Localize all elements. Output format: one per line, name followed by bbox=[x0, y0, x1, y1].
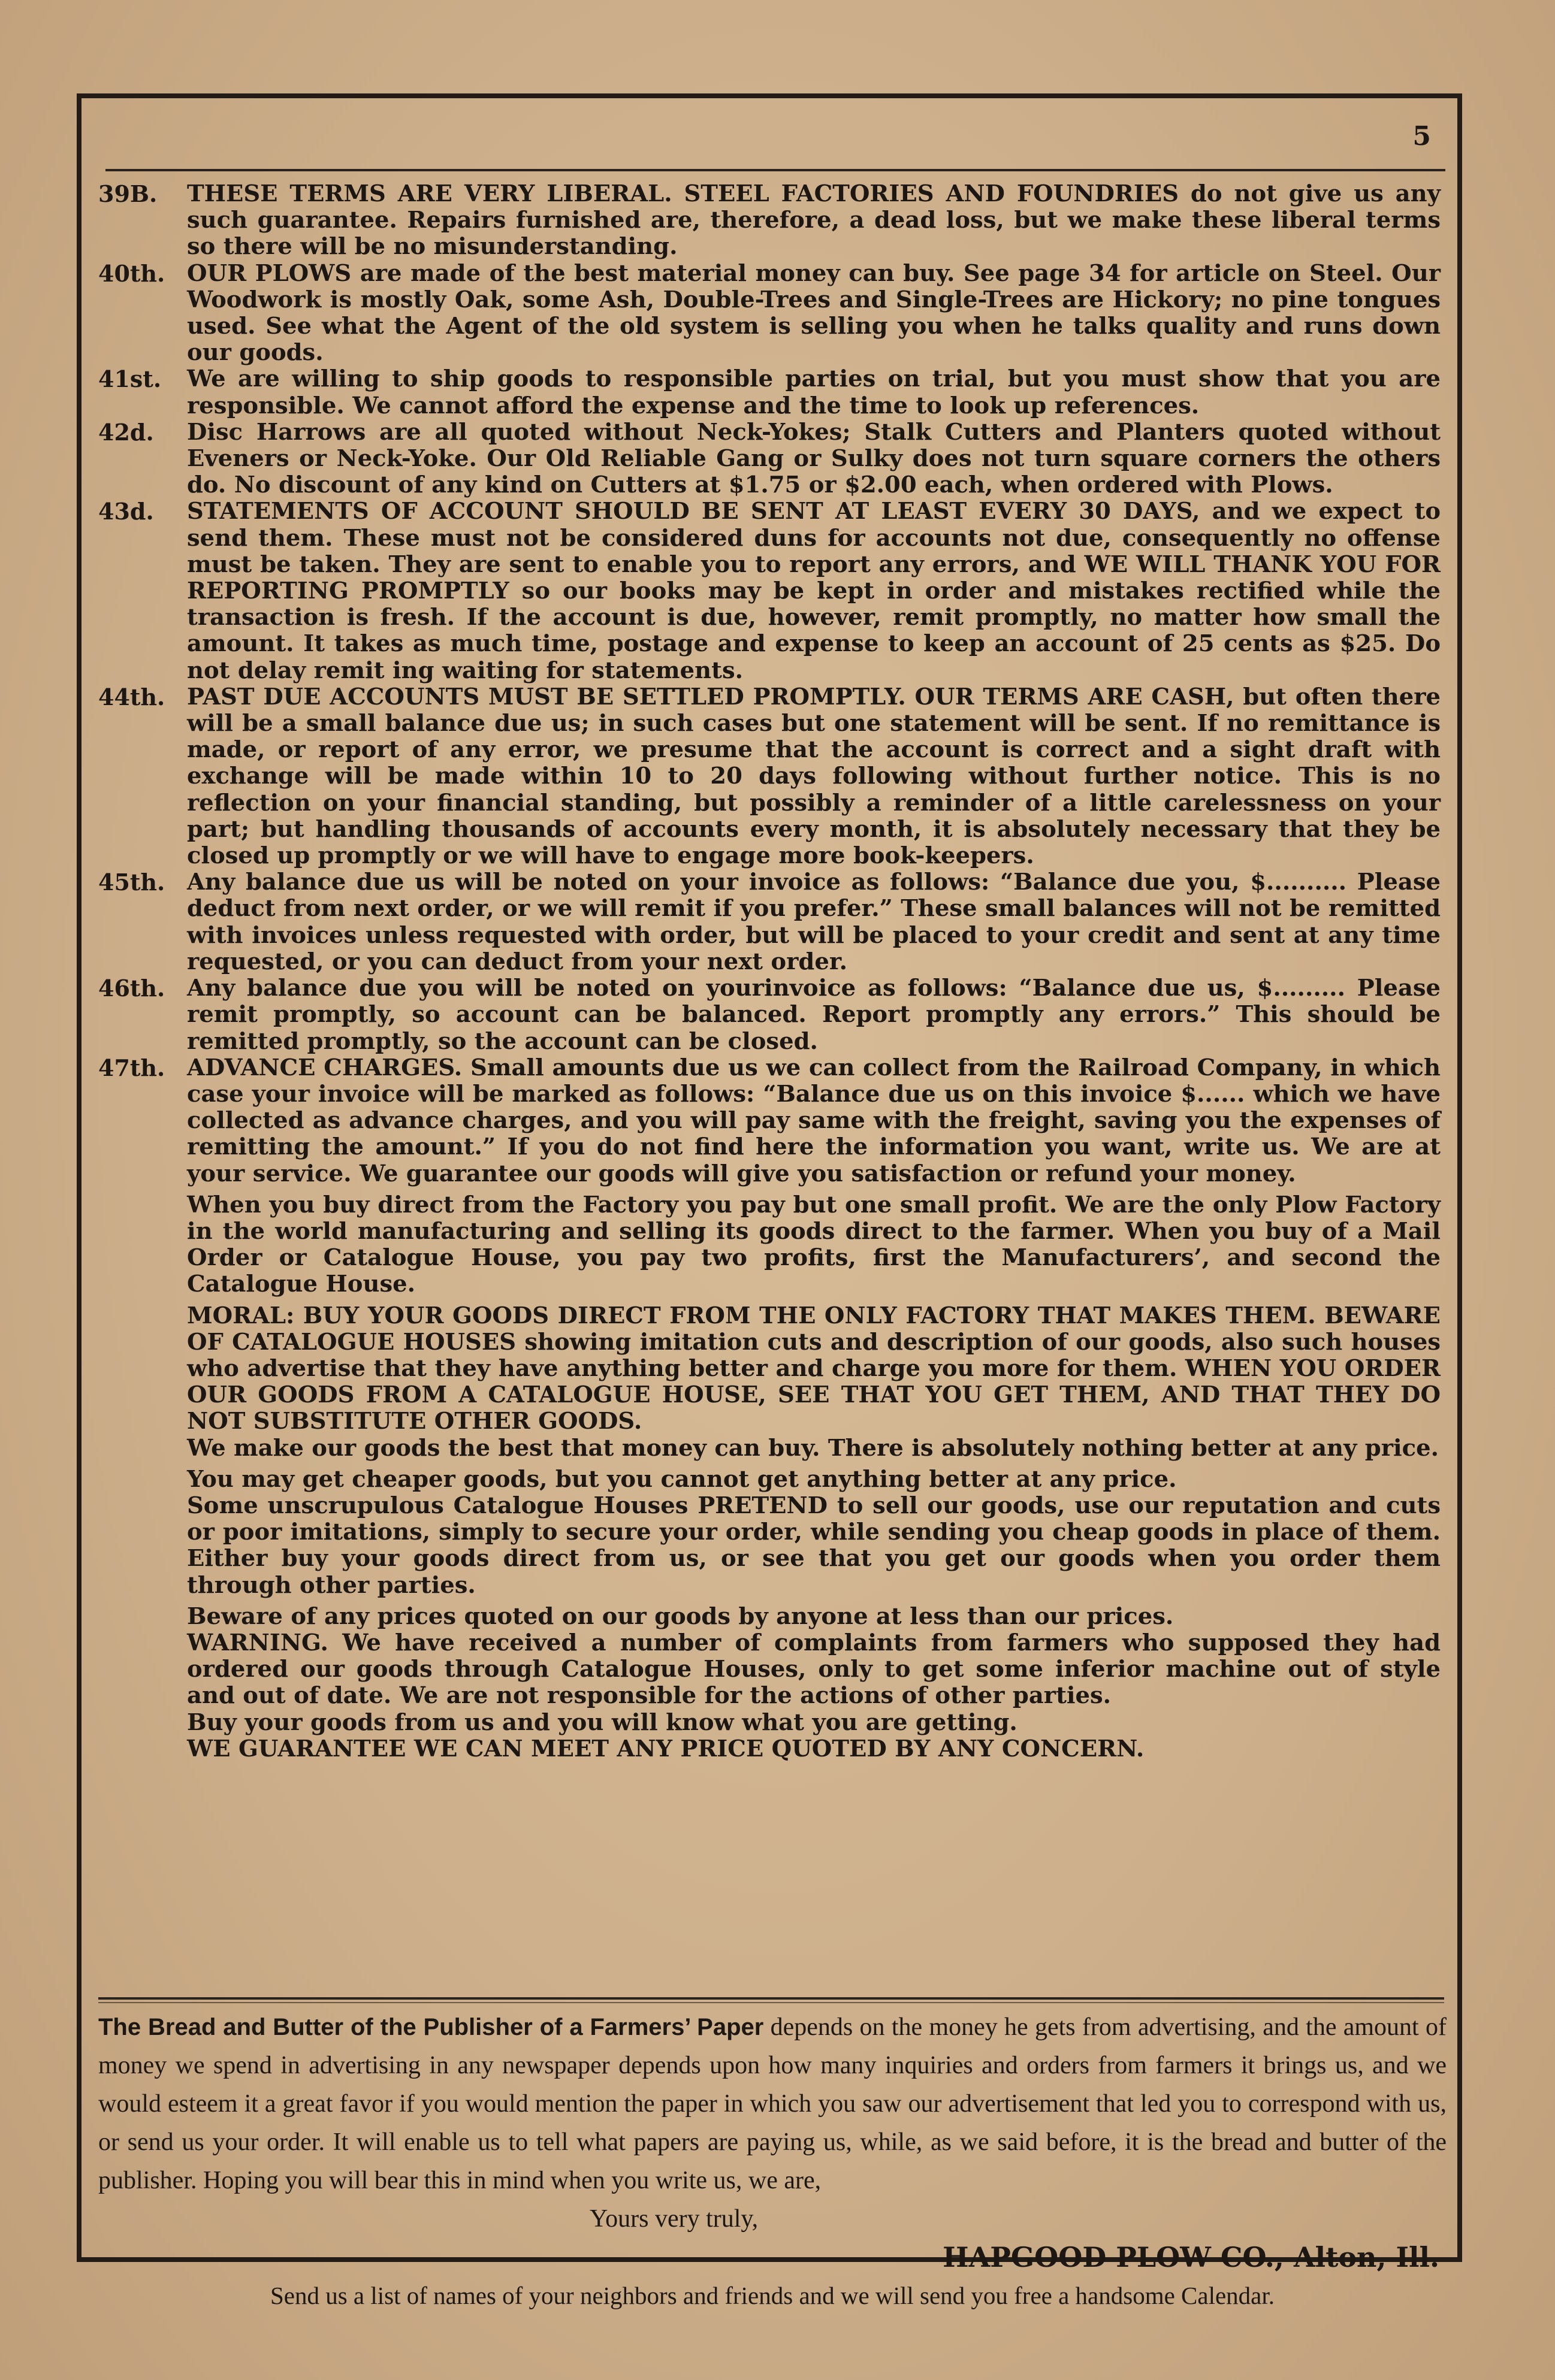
notice-body: depends on the money he gets from advertising, and the amount of money we spend in advertising in any newspaper depends upon how many inquiries and orders from farmers it brings us, and we would esteem it a great favor if you would mention the paper in which you saw our advertisement that led you to correspond with us, or send us your order. It will enable us to tell what papers are paying us, while, as we said before, it is the bread and butter of the publisher. Hoping you will bear this in mind when you write us, we are, bbox=[98, 2013, 1447, 2194]
term-number: 46th. bbox=[98, 975, 165, 1002]
term-item bbox=[98, 975, 1441, 1055]
term-item bbox=[98, 181, 1441, 261]
term-text: OUR PLOWS are made of the best material money can buy. See page 34 for article on Steel. Our Woodwork is mostly Oak, some Ash, Double-Trees and Single-Trees are Hickory; no pine tongues used. See what the Agent of the old system is selling you when he talks quality and runs down our goods. bbox=[187, 259, 1441, 367]
term-text: Any balance due us will be noted on your invoice as follows: “Balance due you, $.......... Please deduct from next order, or we will remit if you prefer.” These small balances will not be remitted with invoices unless requested with order, but will be placed to your credit and sent at any time requested, or you can deduct from your next order. bbox=[187, 869, 1441, 975]
term-number: 39B. bbox=[98, 180, 158, 207]
notice-paragraph bbox=[98, 2008, 1447, 2200]
paragraph-unscrupulous: Some unscrupulous Catalogue Houses PRETEND to sell our goods, use our reputation and cuts or poor imitations, simply to secure your order, while sending you cheap goods in place of them. Either buy your goods direct from us, or see that you get our goods when you order them through other parties. bbox=[187, 1492, 1441, 1599]
term-item bbox=[98, 684, 1441, 869]
page-number: 5 bbox=[1412, 121, 1431, 152]
term-item bbox=[98, 869, 1441, 975]
notice-lead: The Bread and Butter of the Publisher of a Farmers’ Paper bbox=[98, 2014, 764, 2040]
term-text: Any balance due you will be noted on yourinvoice as follows: “Balance due us, $......... Please remit promptly, so account can be balanced. Report promptly any errors.” This should be remitted promptly, so the account can be closed. bbox=[187, 975, 1441, 1055]
term-number: 43d. bbox=[98, 498, 154, 525]
term-text: We are willing to ship goods to responsible parties on trial, but you must show that you are responsible. We cannot afford the expense and the time to look up references. bbox=[187, 365, 1441, 419]
paragraph-warning: WARNING. We have received a number of complaints from farmers who supposed they had ordered our goods through Catalogue Houses, only to get some inferior machine out of style and out of date. We are not responsible for the actions of other parties. bbox=[187, 1629, 1441, 1710]
paragraph-buy-from-us: Buy your goods from us and you will know what you are getting. bbox=[187, 1708, 1017, 1736]
term-number: 44th. bbox=[98, 683, 165, 710]
term-number: 45th. bbox=[98, 869, 165, 896]
calendar-offer: Send us a list of names of your neighbors and friends and we will send you free a handsome Calendar. bbox=[270, 2282, 1275, 2309]
term-number: 41st. bbox=[98, 365, 162, 393]
term-text: Disc Harrows are all quoted without Neck-Yokes; Stalk Cutters and Planters quoted without Eveners or Neck-Yoke. Our Old Reliable Gang or Sulky does not turn square corners the others do. No discount of any kind on Cutters at $1.75 or $2.00 each, when ordered with Plows. bbox=[187, 418, 1441, 499]
paragraph-factory-direct: When you buy direct from the Factory you pay but one small profit. We are the only Plow Factory in the world manufacturing and selling its goods direct to the farmer. When you buy of a Mail Order or Catalogue House, you pay two profits, first the Manufacturers’, and second the Catalogue House. bbox=[187, 1191, 1441, 1298]
term-text: ADVANCE CHARGES. Small amounts due us we can collect from the Railroad Company, in which case your invoice will be marked as follows: “Balance due us on this invoice $...... which we have collected as advance charges, and you will pay same with the freight, saving you the expenses of remitting the amount.” If you do not find here the information you want, write us. We are at your service. We guarantee our goods will give you satisfaction or refund your money. bbox=[187, 1054, 1441, 1187]
section-divider-secondary bbox=[98, 2002, 1444, 2003]
term-item bbox=[98, 1055, 1441, 1187]
paragraph-beware-prices: Beware of any prices quoted on our goods by anyone at less than our prices. bbox=[187, 1602, 1174, 1630]
term-text: THESE TERMS ARE VERY LIBERAL. STEEL FACTORIES AND FOUNDRIES do not give us any such guarantee. Repairs furnished are, therefore, a dead loss, but we make these liberal terms so there will be no misunderstanding. bbox=[187, 180, 1441, 261]
term-item bbox=[98, 419, 1441, 499]
paragraph-best-goods: We make our goods the best that money can buy. There is absolutely nothing better at any price. bbox=[187, 1434, 1439, 1462]
term-number: 47th. bbox=[98, 1054, 165, 1081]
closing-line: Yours very truly, bbox=[590, 2205, 759, 2233]
term-number: 42d. bbox=[98, 418, 154, 446]
page-border bbox=[77, 93, 1462, 2309]
paragraph-moral: MORAL: BUY YOUR GOODS DIRECT FROM THE ONLY FACTORY THAT MAKES THEM. BEWARE OF CATALOGUE HOUSES showing imitation cuts and description of our goods, also such houses who advertise that they have anything better and charge you more for them. WHEN YOU ORDER OUR GOODS FROM A CATALOGUE HOUSE, SEE THAT YOU GET THEM, AND THAT THEY DO NOT SUBSTITUTE OTHER GOODS. bbox=[187, 1302, 1441, 1435]
term-item bbox=[98, 366, 1441, 419]
paragraph-cheaper-goods: You may get cheaper goods, but you cannot get anything better at any price. bbox=[187, 1465, 1177, 1493]
publisher-notice bbox=[98, 2008, 1447, 2315]
terms-section bbox=[98, 181, 1441, 1762]
company-signature: HAPGOOD PLOW CO., Alton, Ill. bbox=[943, 2241, 1439, 2273]
term-item bbox=[98, 261, 1441, 367]
term-item bbox=[98, 498, 1441, 684]
top-rule bbox=[105, 169, 1445, 171]
term-number: 40th. bbox=[98, 259, 165, 287]
term-text: STATEMENTS OF ACCOUNT SHOULD BE SENT AT LEAST EVERY 30 DAYS, and we expect to send them. These must not be considered duns for accounts not due, consequently no offense must be taken. They are sent to enable you to report any errors, and WE WILL THANK YOU FOR REPORTING PROMPTLY so our books may be kept in order and mistakes rectified while the transaction is fresh. If the account is due, however, remit promptly, no matter how small the amount. It takes as much time, postage and expense to keep an account of 25 cents as $25. Do not delay remit ing waiting for statements. bbox=[187, 498, 1441, 684]
term-text: PAST DUE ACCOUNTS MUST BE SETTLED PROMPTLY. OUR TERMS ARE CASH, but often there will be a small balance due us; in such cases but one statement will be sent. If no remittance is made, or report of any error, we presume that the account is correct and a sight draft with exchange will be made within 10 to 20 days following without further notice. This is no reflection on your financial standing, but possibly a reminder of a little carelessness on your part; but handling thousands of accounts every month, it is absolutely necessary that they be closed up promptly or we will have to engage more book-keepers. bbox=[187, 683, 1441, 870]
section-divider bbox=[98, 1997, 1444, 2000]
paragraph-guarantee: WE GUARANTEE WE CAN MEET ANY PRICE QUOTED BY ANY CONCERN. bbox=[187, 1735, 1145, 1762]
